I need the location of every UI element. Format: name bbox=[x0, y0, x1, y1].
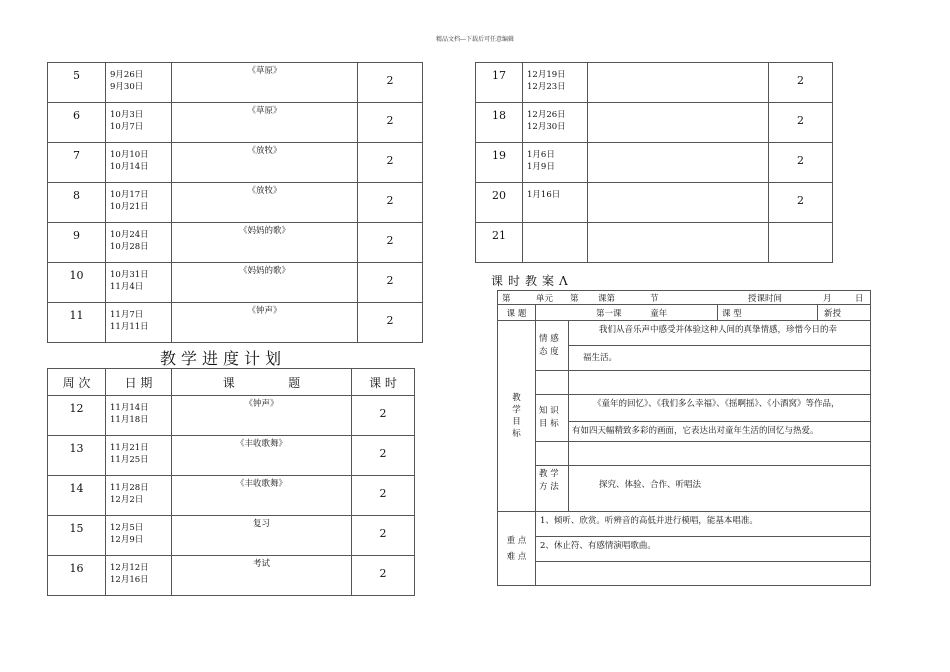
method-label-1: 教 学 bbox=[539, 469, 559, 479]
hours-cell: 2 bbox=[769, 63, 833, 103]
hours-cell: 2 bbox=[769, 143, 833, 183]
hours-cell: 2 bbox=[358, 183, 423, 223]
week-cell: 16 bbox=[48, 556, 106, 596]
plan-title: 教学进度计划 bbox=[160, 349, 287, 368]
schedule-table-bottom-left bbox=[47, 368, 415, 596]
date-line: 10月17日 bbox=[110, 190, 149, 200]
date-line: 12月2日 bbox=[110, 495, 144, 505]
schedule-row bbox=[48, 476, 415, 516]
date-line: 10月21日 bbox=[110, 202, 149, 212]
schedule-row bbox=[476, 183, 833, 223]
date-line: 10月3日 bbox=[110, 110, 144, 120]
week-cell: 10 bbox=[48, 263, 106, 303]
emotion-label bbox=[536, 321, 569, 371]
topic-cell: 《丰收歌舞》 bbox=[172, 476, 352, 516]
week-cell: 5 bbox=[48, 63, 106, 103]
schedule-row bbox=[48, 143, 423, 183]
hours-cell: 2 bbox=[352, 436, 415, 476]
blank-row bbox=[569, 371, 871, 395]
col-week-header: 周 次 bbox=[48, 369, 106, 396]
week-cell: 7 bbox=[48, 143, 106, 183]
date-cell bbox=[106, 223, 172, 263]
date-line: 10月31日 bbox=[110, 270, 149, 280]
week-cell: 20 bbox=[476, 183, 523, 223]
topic-cell: 《妈妈的歌》 bbox=[172, 223, 358, 263]
key-label bbox=[498, 512, 536, 586]
schedule-row bbox=[48, 396, 415, 436]
blank-row-2 bbox=[569, 442, 871, 466]
topic-cell: 《放牧》 bbox=[172, 143, 358, 183]
emotion-text-2: 福生活。 bbox=[569, 346, 871, 371]
topic-cell: 《丰收歌舞》 bbox=[172, 436, 352, 476]
info-di-1: 第 bbox=[502, 294, 511, 304]
goals-char-2: 学 bbox=[512, 405, 521, 415]
info-lesson: 课第 bbox=[598, 294, 616, 304]
hours-cell: 2 bbox=[769, 183, 833, 223]
week-cell: 21 bbox=[476, 223, 523, 263]
col-hours-header: 课 时 bbox=[352, 369, 415, 396]
hours-cell: 2 bbox=[358, 143, 423, 183]
knowledge-text-1: 《童年的回忆》、《我们多么幸福》、《摇啊摇》、《小酒窝》等作品， bbox=[569, 395, 871, 422]
type-value: 新授 bbox=[818, 305, 871, 321]
schedule-table-top-left bbox=[47, 62, 423, 343]
method-label-2: 方 法 bbox=[539, 482, 559, 492]
goals-char-4: 标 bbox=[512, 429, 521, 439]
hours-cell: 2 bbox=[358, 103, 423, 143]
week-cell: 9 bbox=[48, 223, 106, 263]
schedule-row bbox=[476, 103, 833, 143]
week-cell: 6 bbox=[48, 103, 106, 143]
date-line: 1月16日 bbox=[527, 190, 561, 200]
date-cell bbox=[106, 436, 172, 476]
date-line: 10月24日 bbox=[110, 230, 149, 240]
knowledge-label bbox=[536, 395, 569, 442]
schedule-row bbox=[476, 63, 833, 103]
method-label bbox=[536, 466, 569, 512]
type-label: 课 型 bbox=[718, 305, 818, 321]
hours-cell: 2 bbox=[358, 303, 423, 343]
week-cell: 15 bbox=[48, 516, 106, 556]
topic-cell bbox=[588, 223, 769, 263]
hours-cell: 2 bbox=[769, 103, 833, 143]
week-cell: 12 bbox=[48, 396, 106, 436]
topic-cell bbox=[588, 103, 769, 143]
date-cell bbox=[523, 63, 588, 103]
topic-cell: 《草原》 bbox=[172, 63, 358, 103]
topic-cell bbox=[536, 305, 718, 321]
date-line: 12月23日 bbox=[527, 82, 566, 92]
schedule-row bbox=[48, 223, 423, 263]
week-cell: 19 bbox=[476, 143, 523, 183]
info-day: 日 bbox=[855, 294, 864, 304]
method-text: 探究、体验、合作、听唱法 bbox=[569, 466, 871, 512]
date-cell bbox=[106, 556, 172, 596]
key-text-2: 2、休止符、有感情演唱歌曲。 bbox=[536, 537, 871, 562]
date-line: 11月7日 bbox=[110, 310, 144, 320]
date-cell bbox=[106, 303, 172, 343]
topic-label: 课 题 bbox=[498, 305, 536, 321]
week-cell: 17 bbox=[476, 63, 523, 103]
date-line: 11月28日 bbox=[110, 483, 149, 493]
date-cell bbox=[523, 103, 588, 143]
info-di-2: 第 bbox=[570, 294, 579, 304]
col-date-header: 日 期 bbox=[106, 369, 172, 396]
date-cell bbox=[106, 396, 172, 436]
lesson-plan-title: 课时教案Λ bbox=[491, 274, 573, 288]
goals-char-1: 教 bbox=[512, 393, 521, 403]
date-cell bbox=[106, 103, 172, 143]
date-line: 9月26日 bbox=[110, 70, 144, 80]
schedule-row bbox=[48, 303, 423, 343]
date-line: 11月14日 bbox=[110, 403, 149, 413]
date-cell bbox=[523, 223, 588, 263]
date-cell bbox=[523, 183, 588, 223]
topic-cell bbox=[588, 63, 769, 103]
info-month: 月 bbox=[823, 294, 832, 304]
schedule-row bbox=[48, 436, 415, 476]
date-line: 10月10日 bbox=[110, 150, 149, 160]
topic-cell: 《妈妈的歌》 bbox=[172, 263, 358, 303]
date-line: 10月28日 bbox=[110, 242, 149, 252]
goals-label bbox=[498, 321, 536, 512]
key-label-1: 重 点 bbox=[506, 535, 527, 546]
lesson-name: 童年 bbox=[650, 308, 668, 319]
schedule-row bbox=[48, 556, 415, 596]
info-unit: 单元 bbox=[536, 294, 554, 304]
blank-label-cell bbox=[536, 371, 569, 395]
emotion-label-1: 情 感 bbox=[539, 333, 559, 344]
blank-label-cell-2 bbox=[536, 442, 569, 466]
date-cell bbox=[106, 263, 172, 303]
key-blank-row bbox=[536, 562, 871, 586]
topic-cell: 《放牧》 bbox=[172, 183, 358, 223]
date-line: 11月11日 bbox=[110, 322, 149, 332]
hours-cell: 2 bbox=[352, 396, 415, 436]
date-cell bbox=[523, 143, 588, 183]
schedule-row bbox=[48, 63, 423, 103]
lesson-number: 第一课 bbox=[596, 308, 622, 319]
lesson-plan-table bbox=[497, 290, 871, 586]
date-line: 10月14日 bbox=[110, 162, 149, 172]
knowledge-text-2: 有如四天幅精致多彩的画面，它表达出对童年生活的回忆与热爱。 bbox=[569, 422, 871, 442]
topic-cell bbox=[588, 183, 769, 223]
week-cell: 8 bbox=[48, 183, 106, 223]
date-cell bbox=[106, 183, 172, 223]
topic-cell: 《钟声》 bbox=[172, 396, 352, 436]
date-line: 12月19日 bbox=[527, 70, 566, 80]
emotion-text-1: 我们从音乐声中感受并体验这种人间的真挚情感，珍惜今日的幸 bbox=[569, 321, 871, 346]
info-teach-time: 授课时间 bbox=[748, 294, 783, 304]
date-line: 1月6日 bbox=[527, 150, 555, 160]
schedule-row bbox=[48, 183, 423, 223]
date-line: 11月25日 bbox=[110, 455, 149, 465]
knowledge-label-1: 知 识 bbox=[539, 406, 559, 416]
schedule-row bbox=[48, 103, 423, 143]
date-line: 11月4日 bbox=[110, 282, 144, 292]
topic-cell: 复习 bbox=[172, 516, 352, 556]
hours-cell: 2 bbox=[358, 263, 423, 303]
date-cell bbox=[106, 476, 172, 516]
hours-cell: 2 bbox=[352, 516, 415, 556]
schedule-row bbox=[476, 143, 833, 183]
date-line: 11月21日 bbox=[110, 443, 149, 453]
week-cell: 11 bbox=[48, 303, 106, 343]
topic-cell bbox=[588, 143, 769, 183]
goals-char-3: 目 bbox=[512, 417, 521, 427]
schedule-row bbox=[476, 223, 833, 263]
date-line: 11月18日 bbox=[110, 415, 149, 425]
date-line: 12月12日 bbox=[110, 563, 149, 573]
topic-cell: 《草原》 bbox=[172, 103, 358, 143]
date-line: 12月26日 bbox=[527, 110, 566, 120]
week-cell: 13 bbox=[48, 436, 106, 476]
key-label-2: 难 点 bbox=[506, 551, 527, 562]
date-line: 12月5日 bbox=[110, 523, 144, 533]
date-line: 12月16日 bbox=[110, 575, 149, 585]
date-line: 9月30日 bbox=[110, 82, 144, 92]
date-cell bbox=[106, 63, 172, 103]
date-line: 12月30日 bbox=[527, 122, 566, 132]
emotion-label-2: 态 度 bbox=[539, 346, 559, 357]
week-cell: 18 bbox=[476, 103, 523, 143]
info-section: 节 bbox=[650, 294, 659, 304]
date-line: 12月9日 bbox=[110, 535, 144, 545]
date-cell bbox=[106, 516, 172, 556]
hours-cell bbox=[769, 223, 833, 263]
schedule-row bbox=[48, 516, 415, 556]
topic-cell: 《钟声》 bbox=[172, 303, 358, 343]
date-cell bbox=[106, 143, 172, 183]
info-row bbox=[498, 291, 871, 305]
header-note: 精品文档---下载后可任意编辑 bbox=[435, 36, 515, 43]
knowledge-label-2: 目 标 bbox=[539, 419, 559, 429]
hours-cell: 2 bbox=[352, 556, 415, 596]
hours-cell: 2 bbox=[352, 476, 415, 516]
topic-cell: 考试 bbox=[172, 556, 352, 596]
col-topic-header: 课 题 bbox=[172, 369, 352, 396]
key-text-1: 1、倾听、欣赏。听辨音的高低并进行模唱，能基本唱准。 bbox=[536, 512, 871, 537]
hours-cell: 2 bbox=[358, 223, 423, 263]
hours-cell: 2 bbox=[358, 63, 423, 103]
date-line: 1月9日 bbox=[527, 162, 555, 172]
schedule-table-right bbox=[475, 62, 833, 263]
week-cell: 14 bbox=[48, 476, 106, 516]
date-line: 10月7日 bbox=[110, 122, 144, 132]
schedule-row bbox=[48, 263, 423, 303]
